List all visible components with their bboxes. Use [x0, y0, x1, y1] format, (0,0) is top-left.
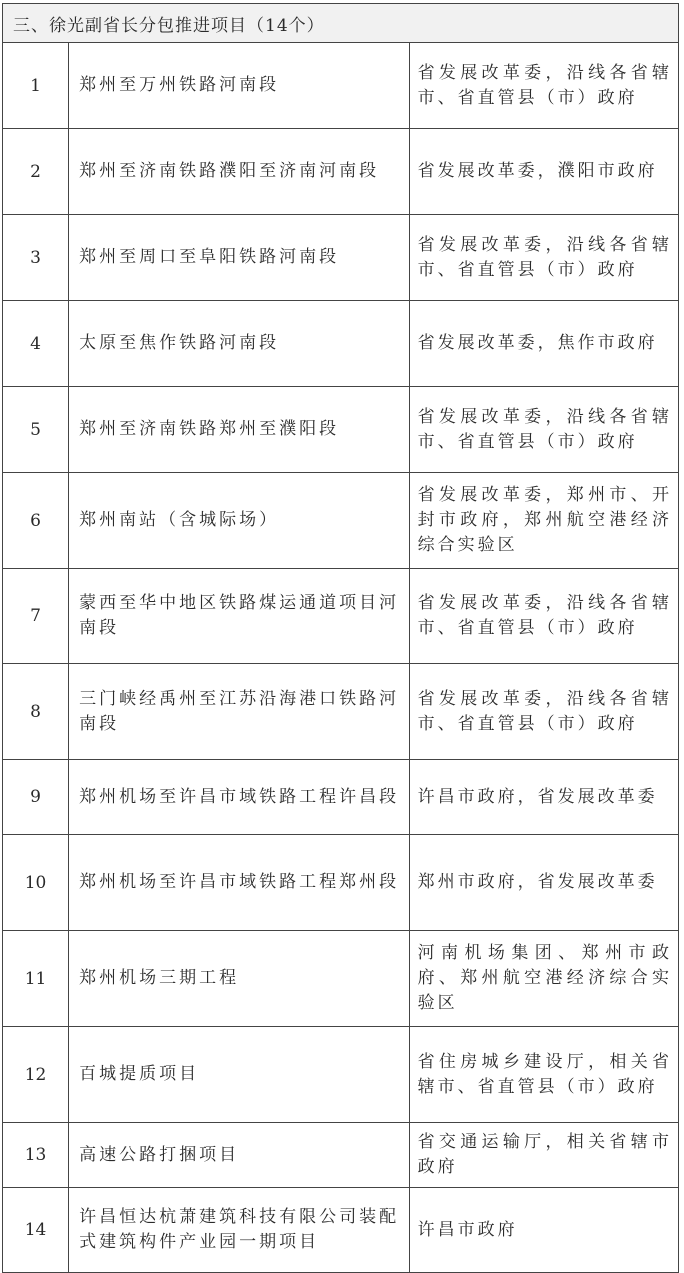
row-number: 13 — [3, 1123, 69, 1188]
responsible-units: 省发展改革委，沿线各省辖市、省直管县（市）政府 — [409, 215, 678, 301]
table-row — [3, 215, 679, 301]
responsible-units: 省发展改革委，焦作市政府 — [409, 301, 678, 387]
project-name: 许昌恒达杭萧建筑科技有限公司装配式建筑构件产业园一期项目 — [69, 1188, 410, 1273]
table-row — [3, 301, 679, 387]
table-row — [3, 569, 679, 664]
row-number: 7 — [3, 569, 69, 664]
table-row — [3, 129, 679, 215]
responsible-units: 郑州市政府，省发展改革委 — [409, 835, 678, 931]
project-name: 高速公路打捆项目 — [69, 1123, 410, 1188]
row-number: 5 — [3, 387, 69, 473]
responsible-units: 省发展改革委，郑州市、开封市政府，郑州航空港经济综合实验区 — [409, 473, 678, 569]
project-name: 郑州机场至许昌市域铁路工程郑州段 — [69, 835, 410, 931]
row-number: 8 — [3, 664, 69, 760]
section-title: 三、徐光副省长分包推进项目（14个） — [3, 4, 679, 43]
row-number: 10 — [3, 835, 69, 931]
project-name: 百城提质项目 — [69, 1027, 410, 1123]
project-name: 太原至焦作铁路河南段 — [69, 301, 410, 387]
project-name: 郑州机场三期工程 — [69, 931, 410, 1027]
table-row — [3, 835, 679, 931]
responsible-units: 河南机场集团、郑州市政府、郑州航空港经济综合实验区 — [409, 931, 678, 1027]
table-row — [3, 1123, 679, 1188]
responsible-units: 省发展改革委，濮阳市政府 — [409, 129, 678, 215]
row-number: 6 — [3, 473, 69, 569]
row-number: 4 — [3, 301, 69, 387]
row-number: 12 — [3, 1027, 69, 1123]
row-number: 9 — [3, 760, 69, 835]
responsible-units: 省发展改革委，沿线各省辖市、省直管县（市）政府 — [409, 664, 678, 760]
responsible-units: 许昌市政府 — [409, 1188, 678, 1273]
project-table — [2, 3, 679, 1273]
responsible-units: 省发展改革委，沿线各省辖市、省直管县（市）政府 — [409, 43, 678, 129]
project-name: 郑州至济南铁路濮阳至济南河南段 — [69, 129, 410, 215]
responsible-units: 省住房城乡建设厅，相关省辖市、省直管县（市）政府 — [409, 1027, 678, 1123]
row-number: 1 — [3, 43, 69, 129]
table-body — [3, 4, 679, 1273]
table-row — [3, 931, 679, 1027]
section-header-row — [3, 4, 679, 43]
table-row — [3, 473, 679, 569]
project-name: 三门峡经禹州至江苏沿海港口铁路河南段 — [69, 664, 410, 760]
table-row — [3, 760, 679, 835]
row-number: 11 — [3, 931, 69, 1027]
project-name: 郑州机场至许昌市域铁路工程许昌段 — [69, 760, 410, 835]
project-name: 蒙西至华中地区铁路煤运通道项目河南段 — [69, 569, 410, 664]
responsible-units: 省交通运输厅，相关省辖市政府 — [409, 1123, 678, 1188]
table-row — [3, 43, 679, 129]
project-name: 郑州南站（含城际场） — [69, 473, 410, 569]
table-row — [3, 1027, 679, 1123]
row-number: 2 — [3, 129, 69, 215]
table-row — [3, 664, 679, 760]
project-name: 郑州至济南铁路郑州至濮阳段 — [69, 387, 410, 473]
project-name: 郑州至万州铁路河南段 — [69, 43, 410, 129]
responsible-units: 省发展改革委，沿线各省辖市、省直管县（市）政府 — [409, 569, 678, 664]
project-name: 郑州至周口至阜阳铁路河南段 — [69, 215, 410, 301]
table-row — [3, 387, 679, 473]
row-number: 14 — [3, 1188, 69, 1273]
row-number: 3 — [3, 215, 69, 301]
responsible-units: 省发展改革委，沿线各省辖市、省直管县（市）政府 — [409, 387, 678, 473]
responsible-units: 许昌市政府，省发展改革委 — [409, 760, 678, 835]
table-row — [3, 1188, 679, 1273]
